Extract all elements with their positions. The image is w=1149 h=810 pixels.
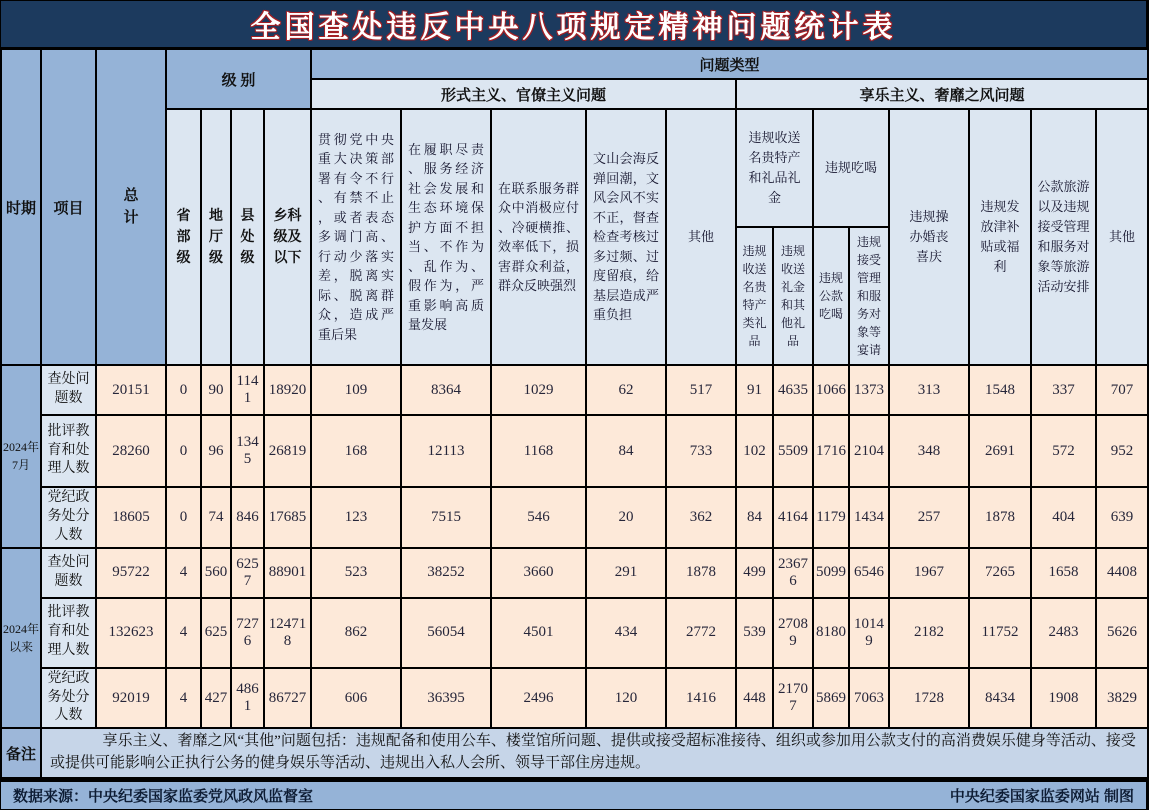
data-cell: 337	[1031, 365, 1096, 415]
header-formalism-col-4: 文山会海反弹回潮，文风会风不实不正，督查检查考核过多过频、过度留痕，给基层造成严重负担	[586, 109, 666, 365]
data-cell: 1878	[666, 548, 736, 598]
data-cell: 2691	[969, 415, 1031, 487]
data-cell: 8434	[969, 668, 1031, 729]
data-cell: 8364	[401, 365, 491, 415]
data-cell: 546	[491, 487, 586, 548]
data-cell: 20151	[96, 365, 166, 415]
data-cell: 5099	[813, 548, 849, 598]
data-cell: 84	[736, 487, 773, 548]
header-total	[96, 49, 166, 365]
data-cell: 4	[166, 668, 201, 729]
header-gifts-cash: 违规收送礼金和其他礼品	[773, 227, 813, 365]
data-cell: 17685	[264, 487, 311, 548]
data-cell: 4861	[231, 668, 264, 729]
row-label: 查处问题数	[41, 548, 96, 598]
data-cell: 7063	[849, 668, 889, 729]
data-cell: 11752	[969, 598, 1031, 668]
header-hedonism-group: 享乐主义、奢靡之风问题	[736, 79, 1148, 109]
header-public-funded-travel: 公款旅游以及违规接受管理和服务对象等旅游活动安排	[1031, 109, 1096, 365]
data-cell: 1029	[491, 365, 586, 415]
data-cell: 36395	[401, 668, 491, 729]
data-cell: 21707	[773, 668, 813, 729]
data-cell: 313	[889, 365, 969, 415]
data-cell: 0	[166, 487, 201, 548]
statistics-table	[0, 48, 1149, 779]
data-cell: 8180	[813, 598, 849, 668]
data-cell: 499	[736, 548, 773, 598]
header-level-group: 级 别	[166, 49, 311, 109]
data-cell: 362	[666, 487, 736, 548]
data-cell: 4501	[491, 598, 586, 668]
header-formalism-col-1: 贯彻党中央重大决策部署有令不行、有禁不止，或者表态多调门高、行动少落实差，脱离实际、脱离群众，造成严重后果	[311, 109, 401, 365]
header-level-county: 县处级	[231, 109, 264, 365]
data-cell: 517	[666, 365, 736, 415]
header-dining-public-funds: 违规公款吃喝	[813, 227, 849, 365]
data-cell: 7265	[969, 548, 1031, 598]
header-formalism-other: 其他	[666, 109, 736, 365]
data-cell: 91	[736, 365, 773, 415]
data-cell: 1878	[969, 487, 1031, 548]
data-cell: 6546	[849, 548, 889, 598]
data-cell: 0	[166, 415, 201, 487]
data-cell: 2182	[889, 598, 969, 668]
data-cell: 124718	[264, 598, 311, 668]
data-cell: 84	[586, 415, 666, 487]
header-dining-group: 违规吃喝	[813, 109, 889, 227]
data-cell: 7515	[401, 487, 491, 548]
remark-text: 享乐主义、奢靡之风“其他”问题包括：违规配备和使用公车、楼堂馆所问题、提供或接受超标准接待、组织或参加用公款支付的高消费娱乐健身等活动、接受或提供可能影响公正执行公务的健身娱乐等活动、违规出入私人会所、领导干部住房违规。	[41, 728, 1148, 778]
header-problem-type: 问题类型	[311, 49, 1148, 79]
row-label: 批评教育和处理人数	[41, 598, 96, 668]
data-cell: 291	[586, 548, 666, 598]
data-cell: 88901	[264, 548, 311, 598]
footer-bar	[0, 779, 1147, 810]
data-cell: 95722	[96, 548, 166, 598]
data-cell: 7276	[231, 598, 264, 668]
header-total-text: 总计	[123, 187, 139, 226]
data-cell: 1434	[849, 487, 889, 548]
data-cell: 846	[231, 487, 264, 548]
data-cell: 427	[201, 668, 231, 729]
data-cell: 27089	[773, 598, 813, 668]
data-cell: 625	[201, 598, 231, 668]
data-cell: 86727	[264, 668, 311, 729]
data-cell: 572	[1031, 415, 1096, 487]
data-cell: 92019	[96, 668, 166, 729]
data-cell: 1179	[813, 487, 849, 548]
header-formalism-col-3: 在联系服务群众中消极应付、冷硬横推、效率低下，损害群众利益，群众反映强烈	[491, 109, 586, 365]
header-formalism-group: 形式主义、官僚主义问题	[311, 79, 736, 109]
data-cell: 3829	[1096, 668, 1148, 729]
data-cell: 5869	[813, 668, 849, 729]
period-cell-since-2024: 2024年以来	[1, 548, 41, 729]
header-level-prefecture: 地厅级	[201, 109, 231, 365]
header-weddings-funerals: 违规操办婚丧喜庆	[889, 109, 969, 365]
data-cell: 2772	[666, 598, 736, 668]
header-allowances: 违规发放津补贴或福利	[969, 109, 1031, 365]
data-cell: 2496	[491, 668, 586, 729]
header-dining-banquets: 违规接受管理和服务对象等宴请	[849, 227, 889, 365]
data-cell: 434	[586, 598, 666, 668]
data-cell: 1345	[231, 415, 264, 487]
header-formalism-col-2: 在履职尽责、服务经济社会发展和生态环境保护方面不担当、不作为、乱作为、假作为，严重影响高质量发展	[401, 109, 491, 365]
header-item: 项目	[41, 49, 96, 365]
data-cell: 10149	[849, 598, 889, 668]
data-cell: 2104	[849, 415, 889, 487]
header-level-province: 省部级	[166, 109, 201, 365]
data-cell: 523	[311, 548, 401, 598]
data-cell: 1967	[889, 548, 969, 598]
data-cell: 257	[889, 487, 969, 548]
data-cell: 74	[201, 487, 231, 548]
data-cell: 1548	[969, 365, 1031, 415]
data-cell: 5626	[1096, 598, 1148, 668]
data-cell: 123	[311, 487, 401, 548]
data-cell: 56054	[401, 598, 491, 668]
title-bar	[0, 0, 1147, 48]
data-cell: 18605	[96, 487, 166, 548]
data-cell: 12113	[401, 415, 491, 487]
header-level-township: 乡科级及以下	[264, 109, 311, 365]
data-cell: 102	[736, 415, 773, 487]
period-cell-july-2024: 2024年7月	[1, 365, 41, 548]
header-hedonism-other: 其他	[1096, 109, 1148, 365]
data-cell: 1141	[231, 365, 264, 415]
data-cell: 448	[736, 668, 773, 729]
data-cell: 4408	[1096, 548, 1148, 598]
data-cell: 4164	[773, 487, 813, 548]
data-cell: 1908	[1031, 668, 1096, 729]
data-cell: 120	[586, 668, 666, 729]
data-cell: 0	[166, 365, 201, 415]
remark-label: 备注	[1, 728, 41, 778]
data-cell: 348	[889, 415, 969, 487]
data-cell: 539	[736, 598, 773, 668]
header-gifts-group: 违规收送名贵特产和礼品礼金	[736, 109, 813, 227]
data-source-text: 数据来源：中央纪委国家监委党风政风监督室	[13, 787, 314, 805]
data-cell: 132623	[96, 598, 166, 668]
data-cell: 28260	[96, 415, 166, 487]
page-title: 全国查处违反中央八项规定精神问题统计表	[250, 11, 897, 44]
row-label: 党纪政务处分人数	[41, 487, 96, 548]
data-cell: 4635	[773, 365, 813, 415]
data-cell: 606	[311, 668, 401, 729]
data-cell: 6257	[231, 548, 264, 598]
data-cell: 109	[311, 365, 401, 415]
credit-text: 中央纪委国家监委网站 制图	[949, 787, 1134, 805]
data-cell: 1066	[813, 365, 849, 415]
row-label: 查处问题数	[41, 365, 96, 415]
data-cell: 62	[586, 365, 666, 415]
data-cell: 1658	[1031, 548, 1096, 598]
data-cell: 733	[666, 415, 736, 487]
row-label: 批评教育和处理人数	[41, 415, 96, 487]
data-cell: 1168	[491, 415, 586, 487]
data-cell: 168	[311, 415, 401, 487]
header-period: 时期	[1, 49, 41, 365]
data-cell: 4	[166, 598, 201, 668]
data-cell: 4	[166, 548, 201, 598]
data-cell: 1716	[813, 415, 849, 487]
data-cell: 2483	[1031, 598, 1096, 668]
data-cell: 862	[311, 598, 401, 668]
data-cell: 1416	[666, 668, 736, 729]
data-cell: 3660	[491, 548, 586, 598]
data-cell: 26819	[264, 415, 311, 487]
data-cell: 38252	[401, 548, 491, 598]
data-cell: 1728	[889, 668, 969, 729]
data-cell: 18920	[264, 365, 311, 415]
data-cell: 5509	[773, 415, 813, 487]
data-cell: 96	[201, 415, 231, 487]
data-cell: 20	[586, 487, 666, 548]
data-cell: 404	[1031, 487, 1096, 548]
data-cell: 560	[201, 548, 231, 598]
data-cell: 952	[1096, 415, 1148, 487]
row-label: 党纪政务处分人数	[41, 668, 96, 729]
data-cell: 707	[1096, 365, 1148, 415]
header-gifts-specialty: 违规收送名贵特产类礼品	[736, 227, 773, 365]
data-cell: 639	[1096, 487, 1148, 548]
data-cell: 23676	[773, 548, 813, 598]
data-cell: 90	[201, 365, 231, 415]
data-cell: 1373	[849, 365, 889, 415]
